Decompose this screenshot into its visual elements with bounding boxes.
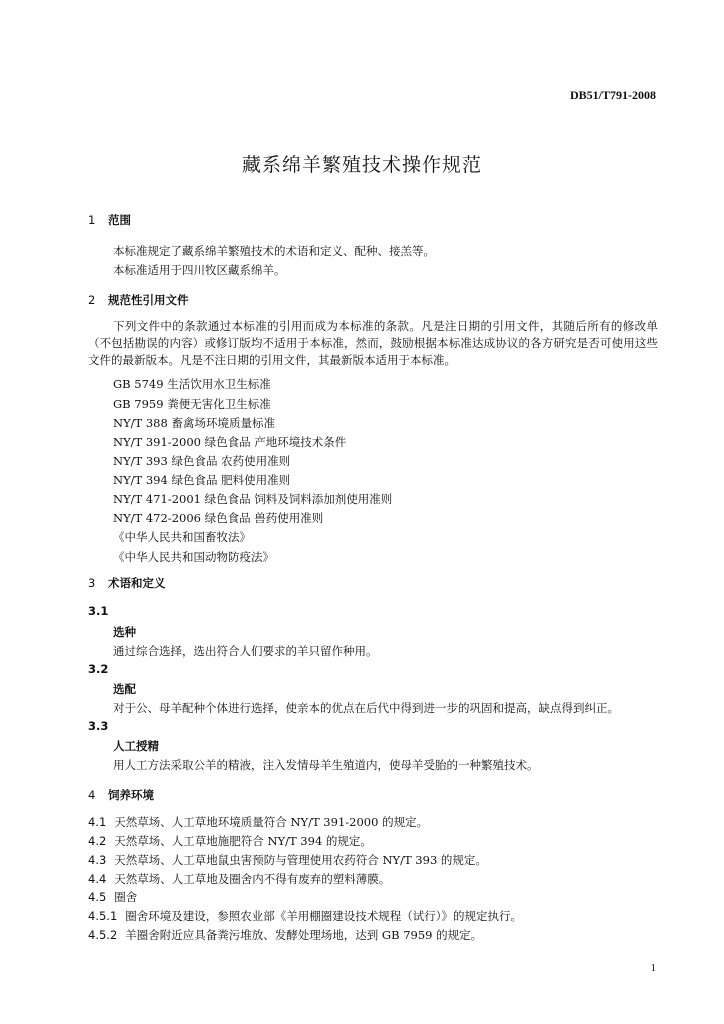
references-intro: 下列文件中的条款通过本标准的引用而成为本标准的条款。凡是注日期的引用文件，其随后所有的修改单（不包括勘误的内容）或修订版均不适用于本标准，然而，鼓励根据本标准达成协议的各方研究是否可使用这些文件的最新版本。凡是不注日期的引用文件，其最新版本适用于本标准。 [88, 319, 658, 367]
clause [88, 833, 372, 849]
scope-line: 本标准规定了藏系绵羊繁殖技术的术语和定义、配种、接羔等。 [113, 244, 435, 258]
term-name: 人工授精 [113, 739, 159, 753]
clause-number: 4.5.2 [88, 928, 118, 942]
clause [88, 871, 390, 887]
section-3-heading [88, 575, 166, 591]
reference-item: GB 7959 粪便无害化卫生标准 [113, 397, 271, 411]
section-2-heading [88, 292, 189, 308]
reference-item: NY/T 394 绿色食品 肥料使用准则 [113, 473, 291, 487]
reference-item: NY/T 472-2006 绿色食品 兽药使用准则 [113, 511, 324, 525]
clause-number: 4.2 [88, 834, 107, 848]
clause-text: 圈舍 [114, 890, 138, 904]
section-1-heading [88, 212, 131, 228]
document-title: 藏系绵羊繁殖技术操作规范 [241, 154, 482, 176]
section-title: 范围 [108, 213, 131, 227]
section-number: 3 [88, 576, 96, 590]
term-definition: 对于公、母羊配种个体进行选择，使亲本的优点在后代中得到进一步的巩固和提高，缺点得到纠正。 [113, 701, 619, 715]
section-number: 2 [88, 293, 96, 307]
clause [88, 889, 137, 905]
clause [88, 852, 487, 868]
clause [88, 927, 482, 943]
clause-number: 4.4 [88, 872, 107, 886]
clause [88, 814, 428, 830]
section-title: 饲养环境 [108, 788, 154, 802]
clause-text: 天然草场、人工草地环境质量符合 NY/T 391-2000 的规定。 [114, 815, 429, 829]
section-title: 规范性引用文件 [108, 293, 189, 307]
clause-text: 天然草场、人工草地施肥符合 NY/T 394 的规定。 [114, 834, 372, 848]
reference-item: 《中华人民共和国畜牧法》 [113, 530, 251, 544]
clause-number: 4.1 [88, 815, 107, 829]
clause-text: 圈舍环境及建设，参照农业部《羊用棚圈建设技术规程（试行）》的规定执行。 [125, 909, 523, 923]
term-number: 3.1 [88, 604, 109, 618]
section-title: 术语和定义 [108, 576, 166, 590]
term-definition: 通过综合选择，选出符合人们要求的羊只留作种用。 [113, 644, 378, 658]
document-code: DB51/T791-2008 [569, 88, 656, 102]
reference-item: NY/T 471-2001 绿色食品 饲料及饲料添加剂使用准则 [113, 492, 393, 506]
reference-item: GB 5749 生活饮用水卫生标准 [113, 377, 271, 391]
clause-text: 天然草场、人工草地鼠虫害预防与管理使用农药符合 NY/T 393 的规定。 [114, 853, 487, 867]
term-name: 选种 [113, 625, 136, 639]
term-definition: 用人工方法采取公羊的精液，注入发情母羊生殖道内，使母羊受胎的一种繁殖技术。 [113, 758, 539, 772]
clause [88, 908, 522, 924]
section-number: 1 [88, 213, 96, 227]
page-number: 1 [650, 962, 656, 974]
reference-item: NY/T 388 畜禽场环境质量标准 [113, 416, 275, 430]
term-name: 选配 [113, 682, 136, 696]
section-number: 4 [88, 788, 96, 802]
reference-item: NY/T 391-2000 绿色食品 产地环境技术条件 [113, 435, 347, 449]
clause-text: 羊圈舍附近应具备粪污堆放、发酵处理场地，达到 GB 7959 的规定。 [125, 928, 483, 942]
clause-number: 4.5 [88, 890, 107, 904]
reference-item: NY/T 393 绿色食品 农药使用准则 [113, 454, 291, 468]
term-number: 3.3 [88, 719, 109, 733]
clause-number: 4.5.1 [88, 909, 118, 923]
clause-number: 4.3 [88, 853, 107, 867]
reference-item: 《中华人民共和国动物防疫法》 [113, 550, 274, 564]
term-number: 3.2 [88, 662, 109, 676]
clause-text: 天然草场、人工草地及圈舍内不得有废弃的塑料薄膜。 [114, 872, 391, 886]
section-4-heading [88, 787, 154, 803]
scope-line: 本标准适用于四川牧区藏系绵羊。 [113, 263, 286, 277]
